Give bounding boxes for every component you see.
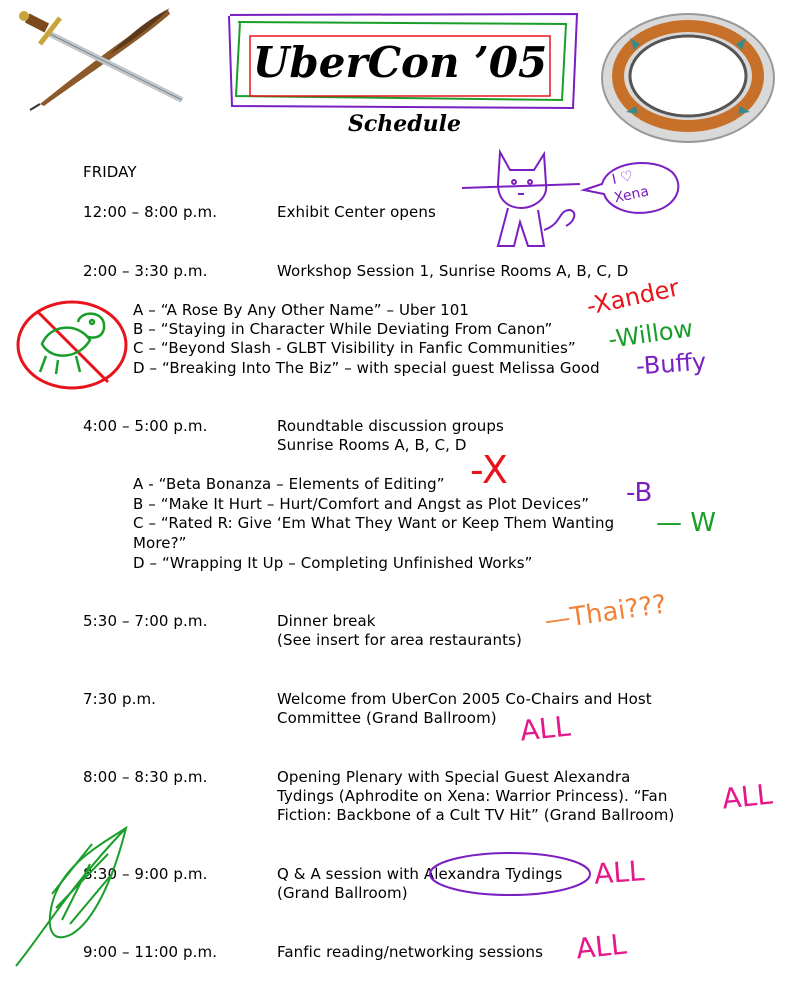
schedule-time: 12:00 – 8:00 p.m.	[83, 203, 218, 221]
roundtable-item: More?”	[133, 534, 187, 552]
no-turtle-icon	[16, 300, 128, 390]
annotation-willow: -Willow	[606, 314, 695, 354]
schedule-event: Sunrise Rooms A, B, C, D	[277, 436, 467, 454]
schedule-event: Tydings (Aphrodite on Xena: Warrior Princess). “Fan	[277, 787, 668, 805]
schedule-time: 9:00 – 11:00 p.m.	[83, 943, 218, 961]
annotation-xander: -Xander	[584, 273, 682, 321]
workshop-item: A – “A Rose By Any Other Name” – Uber 101	[133, 301, 470, 319]
workshop-item: D – “Breaking Into The Biz” – with special guest Melissa Good	[133, 359, 600, 377]
schedule-event: Fanfic reading/networking sessions	[277, 943, 544, 961]
annotation-all: ALL	[518, 709, 572, 748]
schedule-event: Fiction: Backbone of a Cult TV Hit” (Grand Ballroom)	[277, 806, 675, 824]
cat-bubble-text: Xena	[612, 183, 651, 207]
schedule-time: 7:30 p.m.	[83, 690, 157, 708]
cat-doodle-icon	[462, 150, 692, 255]
annotation-w: — W	[656, 508, 716, 538]
roundtable-item: C – “Rated R: Give ‘Em What They Want or Keep Them Wanting	[133, 514, 615, 532]
schedule-event: Exhibit Center opens	[277, 203, 436, 221]
schedule-event: Workshop Session 1, Sunrise Rooms A, B, C, D	[277, 262, 629, 280]
schedule-event: Committee (Grand Ballroom)	[277, 709, 497, 727]
chakram-icon	[600, 8, 780, 148]
schedule-event: Dinner break	[277, 612, 376, 630]
schedule-time: 2:00 – 3:30 p.m.	[83, 262, 208, 280]
workshop-item: C – “Beyond Slash - GLBT Visibility in Fanfic Communities”	[133, 339, 576, 357]
annotation-all: ALL	[574, 927, 628, 966]
annotation-buffy: -Buffy	[635, 347, 708, 381]
day-heading: FRIDAY	[83, 163, 137, 181]
annotation-x: -X	[470, 448, 508, 492]
annotation-all: ALL	[720, 777, 774, 816]
name-circle-icon	[428, 851, 593, 897]
schedule-time: 8:30 – 9:00 p.m.	[83, 865, 208, 883]
roundtable-item: D – “Wrapping It Up – Completing Unfinished Works”	[133, 554, 533, 572]
schedule-time: 5:30 – 7:00 p.m.	[83, 612, 208, 630]
schedule-event: Q & A session with Alexandra Tydings	[277, 865, 563, 883]
roundtable-item: B – “Make It Hurt – Hurt/Comfort and Angst as Plot Devices”	[133, 495, 590, 513]
roundtable-item: A - “Beta Bonanza – Elements of Editing”	[133, 475, 445, 493]
annotation-b: -B	[626, 478, 653, 508]
annotation-all: ALL	[592, 854, 646, 891]
schedule-time: 8:00 – 8:30 p.m.	[83, 768, 208, 786]
schedule-event: (See insert for area restaurants)	[277, 631, 522, 649]
schedule-event: Roundtable discussion groups	[277, 417, 504, 435]
schedule-time: 4:00 – 5:00 p.m.	[83, 417, 208, 435]
schedule-event: (Grand Ballroom)	[277, 884, 408, 902]
annotation-thai: —Thai???	[542, 589, 669, 637]
cat-bubble-text: I ♡	[610, 167, 635, 189]
schedule-event: Opening Plenary with Special Guest Alexandra	[277, 768, 631, 786]
page-subtitle: Schedule	[348, 111, 462, 137]
schedule-event: Welcome from UberCon 2005 Co-Chairs and Host	[277, 690, 652, 708]
leaf-doodle-icon	[12, 824, 132, 969]
title-text: UberCon ’05	[252, 38, 548, 87]
workshop-item: B – “Staying in Character While Deviating From Canon”	[133, 320, 553, 338]
